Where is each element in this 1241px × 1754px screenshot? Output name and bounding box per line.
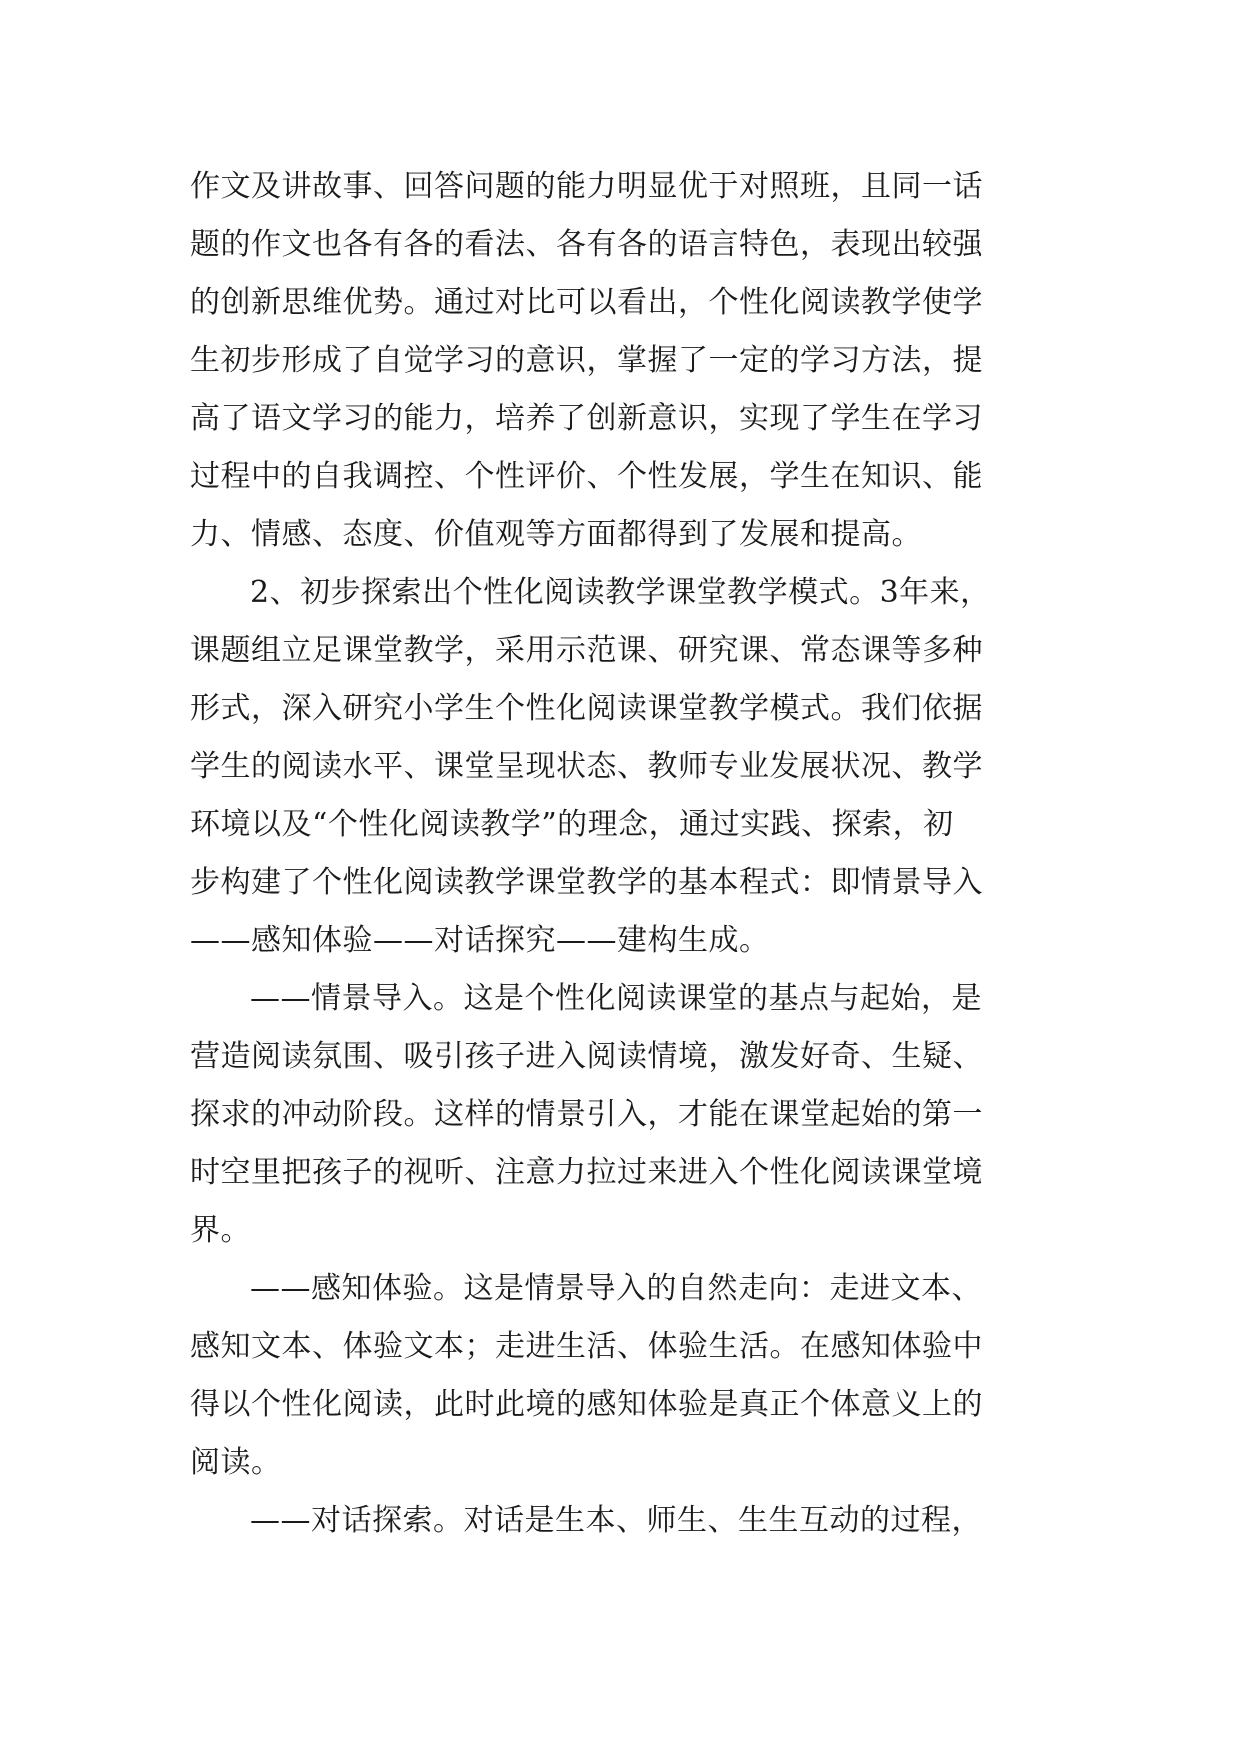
text-line: 感知文本、体验文本；走进生活、体验生活。在感知体验中 <box>190 1329 983 1364</box>
text-line: 得以个性化阅读，此时此境的感知体验是真正个体意义上的 <box>190 1387 983 1422</box>
text-line: 题的作文也各有各的看法、各有各的语言特色，表现出较强 <box>190 227 983 262</box>
text-line: 步构建了个性化阅读教学课堂教学的基本程式：即情景导入 <box>190 865 983 900</box>
text-line: 形式，深入研究小学生个性化阅读课堂教学模式。我们依据 <box>190 691 983 726</box>
text-line: ——对话探索。对话是生本、师生、生生互动的过程， <box>250 1503 982 1538</box>
text-line: 环境以及“个性化阅读教学”的理念，通过实践、探索，初 <box>190 807 954 842</box>
text-line: 界。 <box>190 1213 251 1248</box>
text-line: 过程中的自我调控、个性评价、个性发展，学生在知识、能 <box>190 459 983 494</box>
text-line: 的创新思维优势。通过对比可以看出，个性化阅读教学使学 <box>190 285 983 320</box>
text-line: 营造阅读氛围、吸引孩子进入阅读情境，激发好奇、生疑、 <box>190 1039 983 1074</box>
text-line: 课题组立足课堂教学，采用示范课、研究课、常态课等多种 <box>190 633 983 668</box>
text-line: 探求的冲动阶段。这样的情景引入，才能在课堂起始的第一 <box>190 1097 983 1132</box>
text-line: 作文及讲故事、回答问题的能力明显优于对照班，且同一话 <box>190 169 983 204</box>
text-line: ——情景导入。这是个性化阅读课堂的基点与起始，是 <box>250 981 982 1016</box>
text-line: 生初步形成了自觉学习的意识，掌握了一定的学习方法，提 <box>190 343 983 378</box>
text-line: ——感知体验——对话探究——建构生成。 <box>190 923 770 958</box>
document-body <box>190 158 1070 1550</box>
text-line: 2、初步探索出个性化阅读教学课堂教学模式。3年来， <box>250 575 991 610</box>
text-line: 阅读。 <box>190 1445 282 1480</box>
text-line: 时空里把孩子的视听、注意力拉过来进入个性化阅读课堂境 <box>190 1155 983 1190</box>
text-line: ——感知体验。这是情景导入的自然走向：走进文本、 <box>250 1271 982 1306</box>
text-line: 学生的阅读水平、课堂呈现状态、教师专业发展状况、教学 <box>190 749 983 784</box>
text-line: 力、情感、态度、价值观等方面都得到了发展和提高。 <box>190 517 922 552</box>
text-line: 高了语文学习的能力，培养了创新意识，实现了学生在学习 <box>190 401 983 436</box>
